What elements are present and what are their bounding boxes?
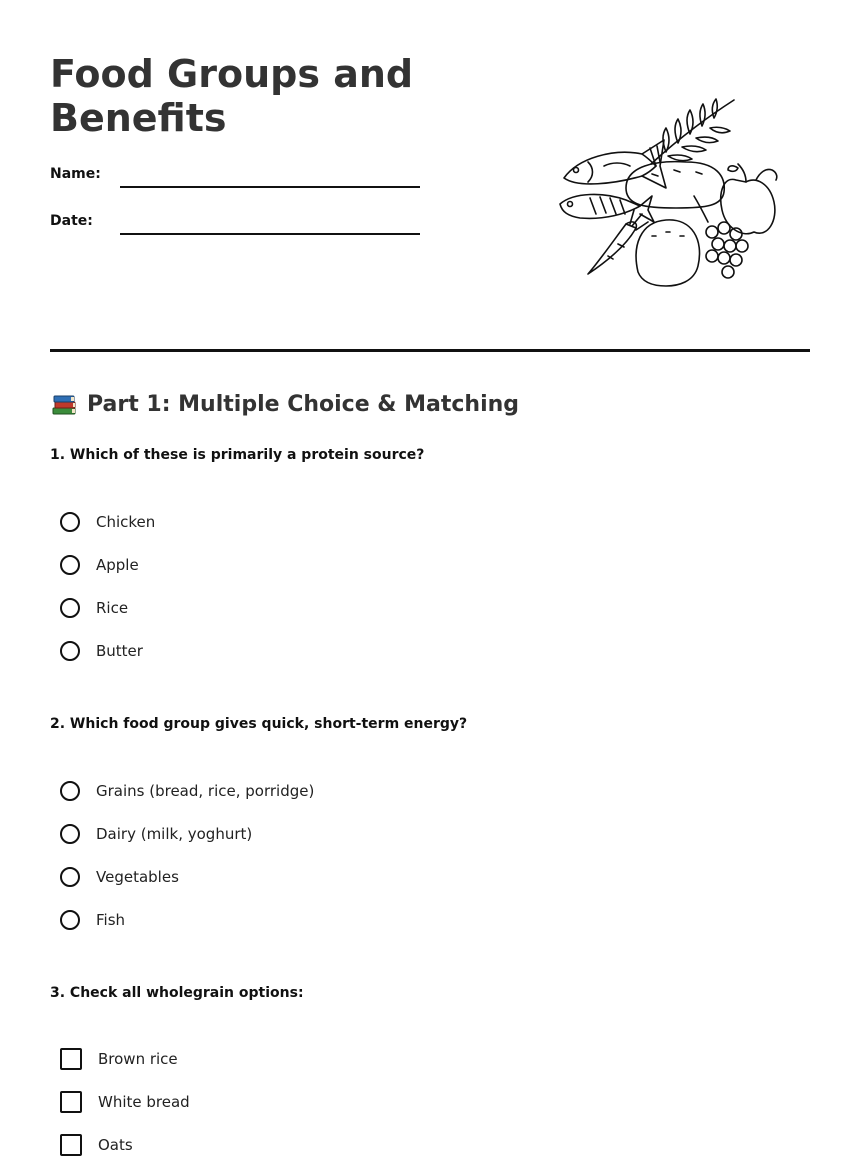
apple xyxy=(721,164,777,234)
carrot xyxy=(588,210,648,274)
fish-bottom xyxy=(560,194,654,222)
name-label: Name: xyxy=(50,166,101,182)
q2-option-grains[interactable] xyxy=(60,778,314,804)
radio-button[interactable] xyxy=(60,512,80,532)
option-label: Apple xyxy=(96,556,139,574)
question-1-text: 1. Which of these is primarily a protein source? xyxy=(50,447,425,463)
q1-option-chicken[interactable] xyxy=(60,509,155,535)
option-label: Brown rice xyxy=(98,1050,178,1068)
option-label: Dairy (milk, yoghurt) xyxy=(96,825,253,843)
option-label: Grains (bread, rice, porridge) xyxy=(96,782,315,800)
books-icon xyxy=(50,390,78,418)
option-label: White bread xyxy=(98,1093,190,1111)
q2-option-dairy[interactable] xyxy=(60,821,252,847)
worksheet-page xyxy=(50,0,810,1161)
checkbox[interactable] xyxy=(60,1134,82,1156)
bread-loaf xyxy=(626,162,724,208)
q3-option-white-bread[interactable] xyxy=(60,1089,190,1115)
part1-heading-text: Part 1: Multiple Choice & Matching xyxy=(87,391,520,417)
checkbox[interactable] xyxy=(60,1091,82,1113)
checkbox[interactable] xyxy=(60,1048,82,1070)
worksheet-title: Food Groups and Benefits xyxy=(50,52,414,140)
radio-button[interactable] xyxy=(60,867,80,887)
radio-button[interactable] xyxy=(60,824,80,844)
q1-option-rice[interactable] xyxy=(60,595,128,621)
q1-option-butter[interactable] xyxy=(60,638,143,664)
radio-button[interactable] xyxy=(60,641,80,661)
option-label: Oats xyxy=(98,1136,133,1154)
round-bread xyxy=(636,220,699,286)
name-field-row xyxy=(50,164,430,188)
option-label: Vegetables xyxy=(96,868,179,886)
section-divider xyxy=(50,349,810,352)
option-label: Fish xyxy=(96,911,126,929)
option-label: Chicken xyxy=(96,513,156,531)
date-blank-line[interactable] xyxy=(120,233,420,235)
option-label: Butter xyxy=(96,642,143,660)
date-label: Date: xyxy=(50,213,93,229)
leaf-branch xyxy=(650,99,734,166)
radio-button[interactable] xyxy=(60,555,80,575)
radio-button[interactable] xyxy=(60,598,80,618)
radio-button[interactable] xyxy=(60,781,80,801)
question-3-text: 3. Check all wholegrain options: xyxy=(50,985,304,1001)
name-blank-line[interactable] xyxy=(120,186,420,188)
q1-option-apple[interactable] xyxy=(60,552,139,578)
date-field-row xyxy=(50,211,430,235)
q3-option-brown-rice[interactable] xyxy=(60,1046,178,1072)
option-label: Rice xyxy=(96,599,129,617)
radio-button[interactable] xyxy=(60,910,80,930)
q2-option-fish[interactable] xyxy=(60,907,125,933)
part1-heading xyxy=(50,388,519,420)
question-2-text: 2. Which food group gives quick, short-term energy? xyxy=(50,716,468,732)
food-groups-illustration-icon xyxy=(556,96,786,290)
q2-option-vegetables[interactable] xyxy=(60,864,179,890)
q3-option-oats[interactable] xyxy=(60,1132,133,1158)
